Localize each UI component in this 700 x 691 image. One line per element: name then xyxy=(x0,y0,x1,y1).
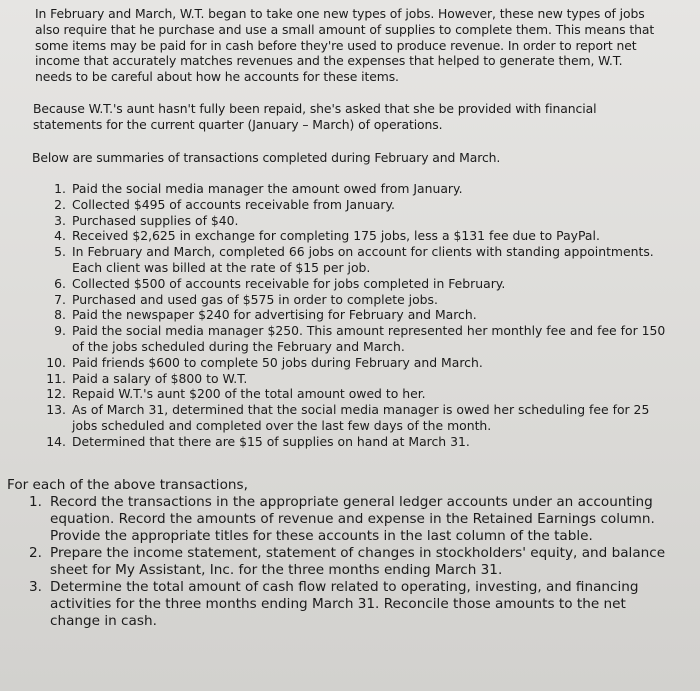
item-text: Determine the total amount of cash flow related to operating, investing, and financing activities for the three months ending March 31. Reconcile those amounts to the net change in cash. xyxy=(50,579,639,629)
list-item xyxy=(30,244,670,276)
item-text: Received $2,625 in exchange for completing 175 jobs, less a $131 fee due to PayPal. xyxy=(72,228,600,244)
intro-paragraph-1: In February and March, W.T. began to take one new types of jobs. However, these new types of jobs also require that he purchase and use a small amount of supplies to complete them. This means that some items may be paid for in cash before they're used to produce revenue. In order to report net income that accurately matches revenues and the expenses that helped to generate them, W.T. needs to be careful about how he accounts for these items. xyxy=(35,6,655,85)
item-number: 14. xyxy=(46,433,66,449)
item-number: 1. xyxy=(54,181,66,196)
item-number: 3. xyxy=(54,212,66,228)
list-item xyxy=(30,307,670,323)
instructions-heading: For each of the above transactions, xyxy=(7,477,248,493)
list-item xyxy=(0,494,670,545)
item-text: Determined that there are $15 of supplies on hand at March 31. xyxy=(72,433,470,449)
list-item xyxy=(0,579,670,630)
item-text: Repaid W.T.'s aunt $200 of the total amount owed to her. xyxy=(72,386,426,402)
item-number: 9. xyxy=(54,323,66,339)
list-item xyxy=(30,434,670,450)
list-item xyxy=(30,181,670,197)
list-item xyxy=(0,545,670,579)
item-text: Paid the newspaper $240 for advertising for February and March. xyxy=(72,307,477,323)
intro-paragraph-3: Below are summaries of transactions completed during February and March. xyxy=(32,150,501,165)
transaction-list xyxy=(30,181,670,450)
list-item xyxy=(30,402,670,434)
list-item xyxy=(30,323,670,355)
item-text: Purchased and used gas of $575 in order to complete jobs. xyxy=(72,291,438,307)
intro-paragraph-2: Because W.T.'s aunt hasn't fully been repaid, she's asked that she be provided with financial statements for the current quarter (January – March) of operations. xyxy=(33,101,597,132)
item-number: 12. xyxy=(46,386,66,402)
item-number: 2. xyxy=(29,545,42,561)
item-text: Collected $495 of accounts receivable from January. xyxy=(72,196,395,212)
list-item xyxy=(30,276,670,292)
item-number: 11. xyxy=(46,370,66,386)
item-number: 8. xyxy=(54,307,66,323)
item-text: Collected $500 of accounts receivable for jobs completed in February. xyxy=(72,275,506,291)
list-item xyxy=(30,213,670,229)
list-item xyxy=(30,386,670,402)
item-number: 13. xyxy=(46,402,66,418)
instructions-list xyxy=(0,494,670,630)
item-text: In February and March, completed 66 jobs on account for clients with standing appointments. Each client was billed at the rate of $15 per job. xyxy=(72,244,654,275)
item-number: 4. xyxy=(54,228,66,244)
item-number: 10. xyxy=(46,354,66,370)
list-item xyxy=(30,197,670,213)
item-text: Prepare the income statement, statement of changes in stockholders' equity, and balance sheet for My Assistant, Inc. for the three months ending March 31. xyxy=(50,545,666,578)
item-number: 2. xyxy=(54,196,66,212)
list-item xyxy=(30,355,670,371)
item-text: Purchased supplies of $40. xyxy=(72,212,239,228)
item-text: Record the transactions in the appropriate general ledger accounts under an accounting equation. Record the amounts of revenue and expense in the Retained Earnings column. Provide the appropriate titles for these accounts in the last column of the table. xyxy=(50,494,655,544)
item-number: 5. xyxy=(54,244,66,260)
item-text: Paid a salary of $800 to W.T. xyxy=(72,370,248,386)
item-text: Paid the social media manager the amount owed from January. xyxy=(72,181,463,196)
list-item xyxy=(30,371,670,387)
item-number: 1. xyxy=(29,494,42,510)
list-item xyxy=(30,292,670,308)
item-number: 6. xyxy=(54,275,66,291)
item-text: As of March 31, determined that the social media manager is owed her scheduling fee for 25 jobs scheduled and completed over the last few days of the month. xyxy=(72,402,650,433)
item-text: Paid the social media manager $250. This amount represented her monthly fee and fee for 150 of the jobs scheduled during the February and March. xyxy=(72,323,666,354)
item-number: 7. xyxy=(54,291,66,307)
item-number: 3. xyxy=(29,579,42,595)
list-item xyxy=(30,228,670,244)
item-text: Paid friends $600 to complete 50 jobs during February and March. xyxy=(72,354,483,370)
